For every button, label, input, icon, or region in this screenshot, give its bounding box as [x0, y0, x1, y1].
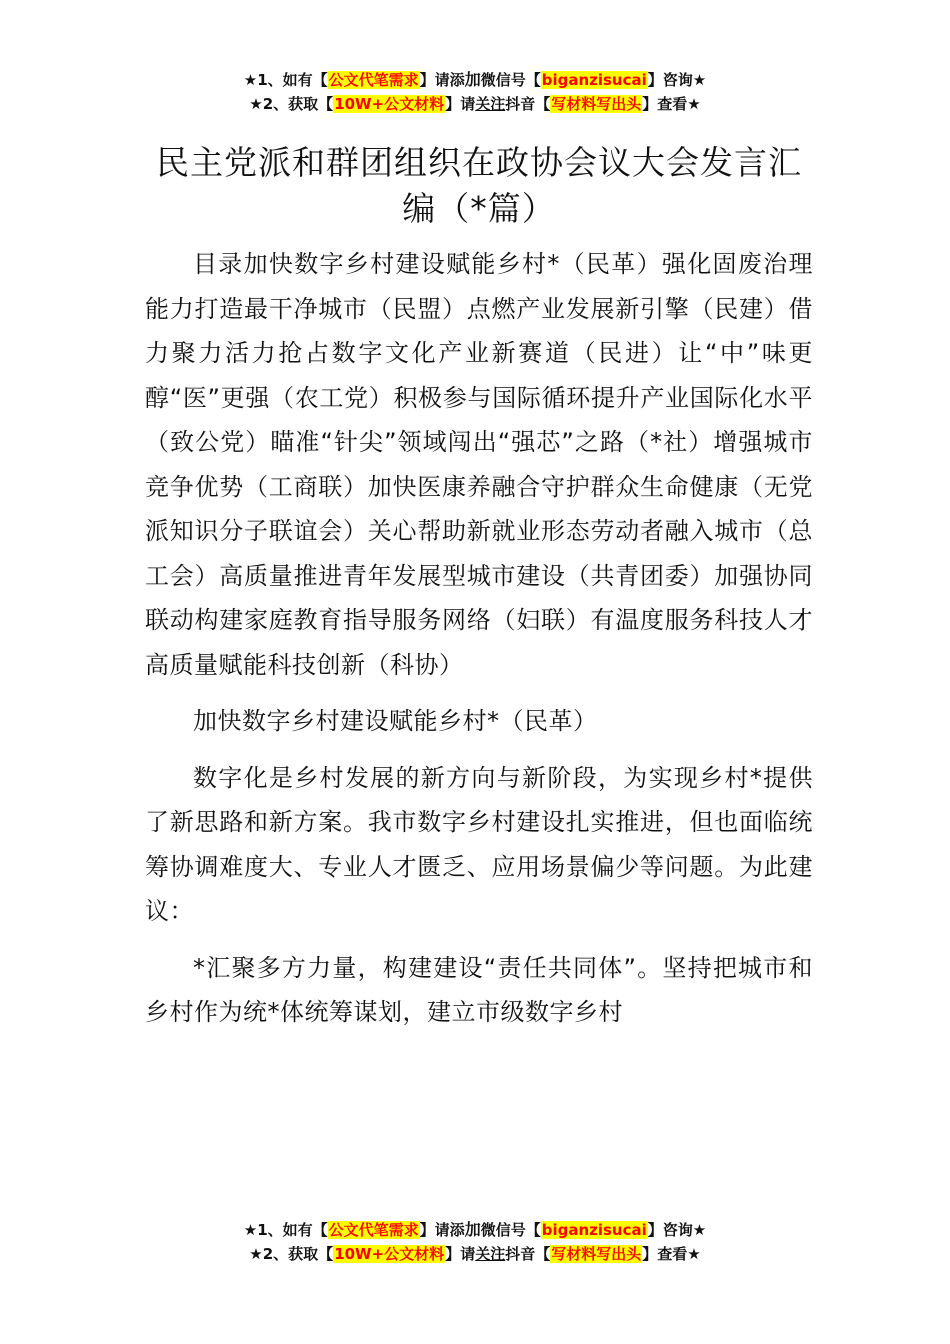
banner-text: 】请 — [445, 95, 476, 113]
banner-text: 】请添 — [419, 1221, 465, 1239]
banner-text: ★2、获取【 — [249, 1245, 334, 1263]
banner-line-2 — [0, 1242, 950, 1266]
banner-text: 】请添 — [419, 71, 465, 89]
paragraph: *汇聚多方力量，构建建设“责任共同体”。坚持把城市和乡村作为统*体统筹谋划，建立市级数字乡村 — [145, 953, 813, 1026]
banner-text: ★1、如有【 — [243, 71, 328, 89]
banner-text: 】咨询★ — [647, 71, 707, 89]
banner-text: 微信号【 — [480, 1221, 541, 1239]
banner-text: 】查看★ — [642, 95, 701, 113]
highlight-materials: 10W+公文材料 — [334, 1245, 445, 1263]
header-banner — [0, 68, 950, 116]
document-body — [145, 140, 813, 1035]
banner-line-1 — [0, 68, 950, 92]
highlight-wechat-id: biganzisucai — [541, 71, 647, 89]
banner-text: 关注 — [475, 95, 506, 113]
banner-text: 】咨询★ — [647, 1221, 707, 1239]
banner-text: 抖音【 — [505, 1245, 551, 1263]
highlight-service: 公文代笔需求 — [328, 71, 419, 89]
table-of-contents: 目录加快数字乡村建设赋能乡村*（民革）强化固废治理能力打造最干净城市（民盟）点燃产业发展新引擎（民建）借力聚力活力抢占数字文化产业新赛道（民进）让“中”味更醇“医”更强（农工党）积极参与国际循环提升产业国际化水平（致公党）瞄准“针尖”领域闯出“强芯”之路（*社）增强城市竞争优势（工商联）加快医康养融合守护群众生命健康（无党派知识分子联谊会）关心帮助新就业形态劳动者融入城市（总工会）高质量推进青年发展型城市建设（共青团委）加强协同联动构建家庭教育指导服务网络（妇联）有温度服务科技人才高质量赋能科技创新（科协） — [145, 250, 813, 679]
banner-text: 抖音【 — [505, 95, 551, 113]
banner-text: 】请 — [445, 1245, 476, 1263]
highlight-service: 公文代笔需求 — [328, 1221, 419, 1239]
highlight-wechat-id: biganzisucai — [541, 1221, 647, 1239]
highlight-materials: 10W+公文材料 — [334, 95, 445, 113]
footer-banner — [0, 1218, 950, 1266]
document-title: 民主党派和群团组织在政协会议大会发言汇编（*篇） — [156, 143, 802, 228]
banner-text: 】查看★ — [642, 1245, 701, 1263]
banner-text: 加 — [464, 1220, 481, 1239]
banner-text: 微信号【 — [480, 71, 541, 89]
banner-line-2 — [0, 92, 950, 116]
banner-text: ★1、如有【 — [243, 1221, 328, 1239]
paragraph: 数字化是乡村发展的新方向与新阶段，为实现乡村*提供了新思路和新方案。我市数字乡村建设扎实推进，但也面临统筹协调难度大、专业人才匮乏、应用场景偏少等问题。为此建议： — [145, 763, 813, 925]
banner-text: 关注 — [475, 1245, 506, 1263]
banner-text: 加 — [464, 70, 481, 89]
highlight-douyin: 写材料写出头 — [551, 95, 642, 113]
banner-text: ★2、获取【 — [249, 95, 334, 113]
section-heading: 加快数字乡村建设赋能乡村*（民革） — [193, 707, 598, 735]
highlight-douyin: 写材料写出头 — [551, 1245, 642, 1263]
banner-line-1 — [0, 1218, 950, 1242]
